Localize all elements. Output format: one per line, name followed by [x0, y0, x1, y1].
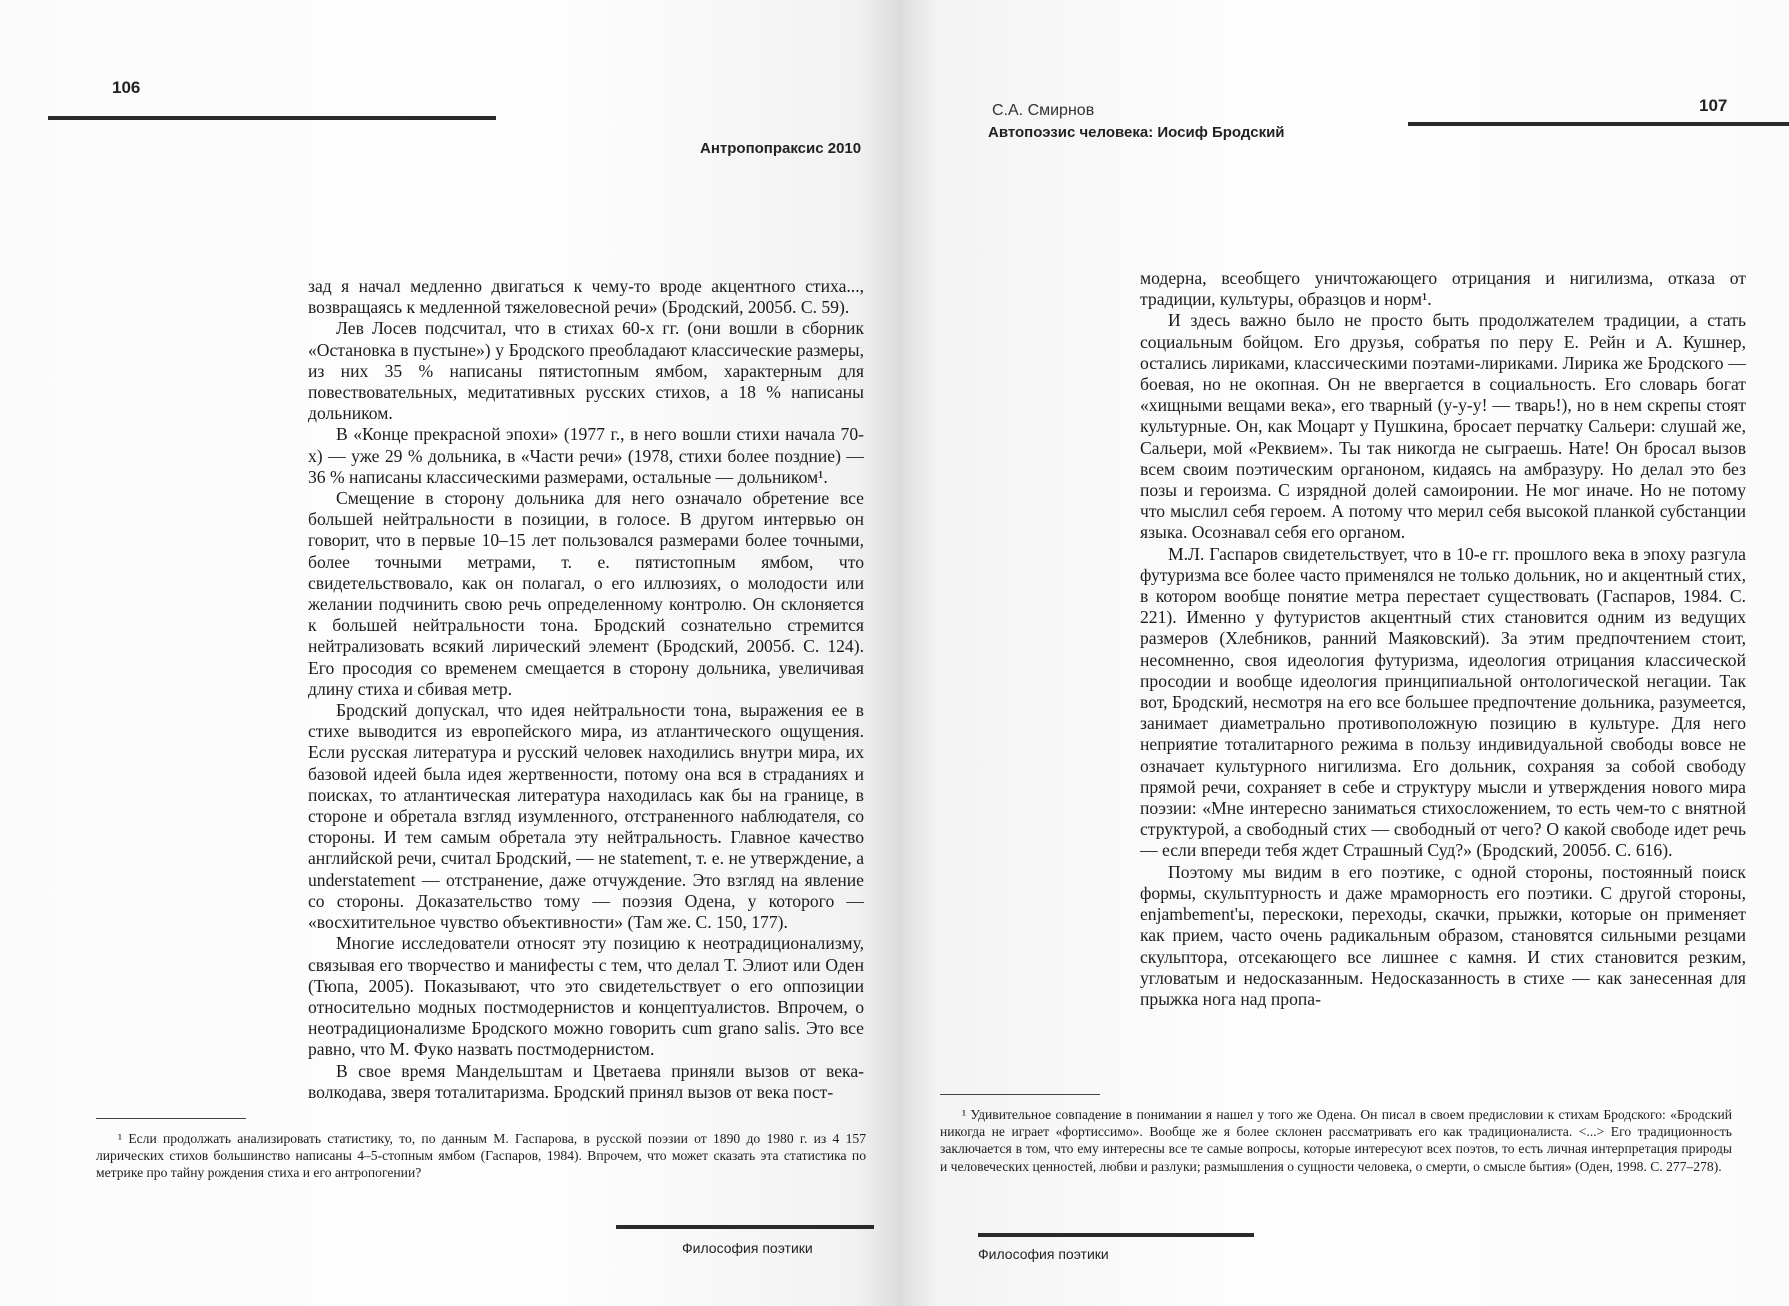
paragraph: И здесь важно было не просто быть продолжателем традиции, а стать социальным бойцом. Его друзья, собратья по перу Е. Рейн и А. Кушнер, остались лириками, классическими поэтами-лириками. Лирика же Бродского — боевая, но не окопная. Он не ввергается в социальность. Его словарь богат «хищными вещами века», его тварный (у-у-у! — тварь!), но в нем скрепы стоят культурные. Он, как Моцарт у Пушкина, бросает перчатку Сальери: слушай же, Сальери, мой «Реквием». Ты так никогда не сыграешь. Нате! Он бросал вызов всем своим поэтическим органоном, кидаясь на амбразуру. Но делал это без позы и героизма. С изрядной долей самоиронии. Не мог иначе. Но не потому что мыслил себя героем. А потому что мерил себя высокой планкой субстанции языка. Осознавал себя его органом. — [1140, 310, 1746, 543]
header-rule — [1408, 122, 1789, 126]
paragraph: В свое время Мандельштам и Цветаева приняли вызов от века-волкодава, зверя тоталитаризма. Бродский принял вызов от века пост- — [308, 1060, 864, 1102]
paragraph: зад я начал медленно двигаться к чему-то вроде акцентного стиха..., возвращаясь к медленной тяжеловесной речи» (Бродский, 2005б. С. 59). — [308, 276, 864, 318]
running-head: Автопоэзис человека: Иосиф Бродский — [988, 124, 1285, 141]
main-text — [1140, 268, 1746, 1010]
running-head: Антропопраксис 2010 — [700, 140, 862, 157]
footer-rule — [616, 1225, 874, 1229]
paragraph: Смещение в сторону дольника для него означало обретение все большей нейтральности в позиции, в голосе. В другом интервью он говорит, что в первые 10–15 лет пользовался размерами более точными, более точными метрами, т. е. пятистопным ямбом, что свидетельствовало, как он полагал, о его иллюзиях, о молодости или желании подчинить свою речь определенному контролю. Он склоняется к большей нейтральности тона. Бродский сознательно стремится нейтрализовать всякий лирический элемент (Бродский, 2005б. С. 124). Его просодия со временем смещается в сторону дольника, увеличивая длину стиха и сбивая метр. — [308, 488, 864, 699]
footnote — [96, 1130, 866, 1182]
paragraph: модерна, всеобщего уничтожающего отрицания и нигилизма, отказа от традиции, культуры, образцов и норм¹. — [1140, 268, 1746, 310]
footnote-rule — [940, 1094, 1100, 1095]
main-text — [308, 276, 864, 1103]
paragraph: Лев Лосев подсчитал, что в стихах 60-х гг. (они вошли в сборник «Остановка в пустыне») у Бродского преобладают классические размеры, из них 35 % написаны пятистопным ямбом, характерным для повествовательных, медитативных русских стихов, а 18 % написаны дольником. — [308, 318, 864, 424]
paragraph: М.Л. Гаспаров свидетельствует, что в 10-е гг. прошлого века в эпоху разгула футуризма все более часто применялся не только дольник, но и акцентный стих, в котором вообще понятие метра перестает существовать (Гаспаров, 1984. С. 221). Именно у футуристов акцентный стих становится одним из ведущих размеров (Хлебников, ранний Маяковский). За этим предпочтением стоит, несомненно, своя идеология футуризма, идеология отрицания классической просодии и вообще идеология принципиальной онтологической негации. Так вот, Бродский, несмотря на его все большее предпочтение дольника, разумеется, занимает диаметрально противоположную позицию в культуре. Для него неприятие тоталитарного режима в пользу индивидуальной свободы вовсе не означает культурного нигилизма. Его дольник, сохраняя за собой свободу прямой речи, сохраняет в себе и структуру мысли и утверждения нового мира поэзии: «Мне интересно заниматься стихосложением, то есть чем-то с внятной структурой, а свободный стих — свободный от чего? О какой свободе идет речь — если впереди тебя ждет Страшный Суд?» (Бродский, 2005б. С. 616). — [1140, 543, 1746, 861]
paragraph: Многие исследователи относят эту позицию к неотрадиционализму, связывая его творчество и манифесты с тем, что делал Т. Элиот или Оден (Тюпа, 2005). Показывают, что это свидетельствует о его оппозиции относительно модных постмодернистов и концептуалистов. Впрочем, о неотрадиционализме Бродского можно говорить cum grano salis. Это все равно, что М. Фуко назвать постмодернистом. — [308, 933, 864, 1060]
section-footer: Философия поэтики — [978, 1246, 1109, 1262]
footer-rule — [978, 1233, 1254, 1237]
page-number: 106 — [112, 78, 141, 97]
footnote-rule — [96, 1118, 246, 1119]
section-footer: Философия поэтики — [682, 1240, 813, 1256]
page-number: 107 — [1699, 96, 1728, 115]
header-rule — [48, 116, 496, 120]
author-name: С.А. Смирнов — [992, 102, 1095, 119]
footnote-text: ¹ Если продолжать анализировать статистику, то, по данным М. Гаспарова, в русской поэзии от 1890 до 1980 г. из 4 157 лирических стихов большинство написаны 4–5-стопным ямбом (Гаспаров, 1984). Впрочем, что может сказать эта статистика по метрике про тайну рождения стиха и его антропогении? — [96, 1131, 866, 1181]
footnote-text: ¹ Удивительное совпадение в понимании я нашел у того же Одена. Он писал в своем предисловии к стихам Бродского: «Бродский никогда не играет «фортиссимо». Вообще же я более склонен рассматривать его как традиционалиста. <...> Его традиционность заключается в том, что ему интересны все те самые вопросы, которые интересуют всех поэтов, то есть личная интерпретация природы и человеческих ценностей, любви и разлуки; размышления о сущности человека, о смерти, о смысле бытия» (Оден, 1998. С. 277–278). — [940, 1107, 1732, 1174]
footnote — [940, 1106, 1732, 1175]
paragraph: В «Конце прекрасной эпохи» (1977 г., в него вошли стихи начала 70-х) — уже 29 % дольника, в «Части речи» (1978, стихи более поздние) — 36 % написаны классическими размерами, остальные — дольником¹. — [308, 424, 864, 487]
paragraph: Поэтому мы видим в его поэтике, с одной стороны, постоянный поиск формы, скульптурность и даже мраморность его поэтики. С другой стороны, enjambement'ы, перескоки, переходы, скачки, прыжки, которые он применяет как прием, часто очень радикальным образом, становятся сильными резцами скульптора, отсекающего все лишнее с камня. И стих становится резким, угловатым и недосказанным. Недосказанность в стихе — как занесенная для прыжка нога над пропа- — [1140, 861, 1746, 1009]
right-page — [900, 0, 1789, 1306]
paragraph: Бродский допускал, что идея нейтральности тона, выражения ее в стихе выводится из европейского мира, из атлантического ощущения. Если русская литература и русский человек находились внутри мира, их базовой идеей была идея жертвенности, потому она вся в страданиях и поисках, то атлантическая литература находилась как бы на границе, в стороне и обретала взгляд изумленного, отстраненного наблюдателя, со стороны. И тем самым обретала эту нейтральность. Главное качество английской речи, считал Бродский, — не statement, т. е. не утверждение, а understatement — отстранение, даже отчуждение. Это взгляд на явление со стороны. Доказательство тому — поэзия Одена, у которого — «восхитительное чувство объективности» (Там же. С. 150, 177). — [308, 700, 864, 933]
